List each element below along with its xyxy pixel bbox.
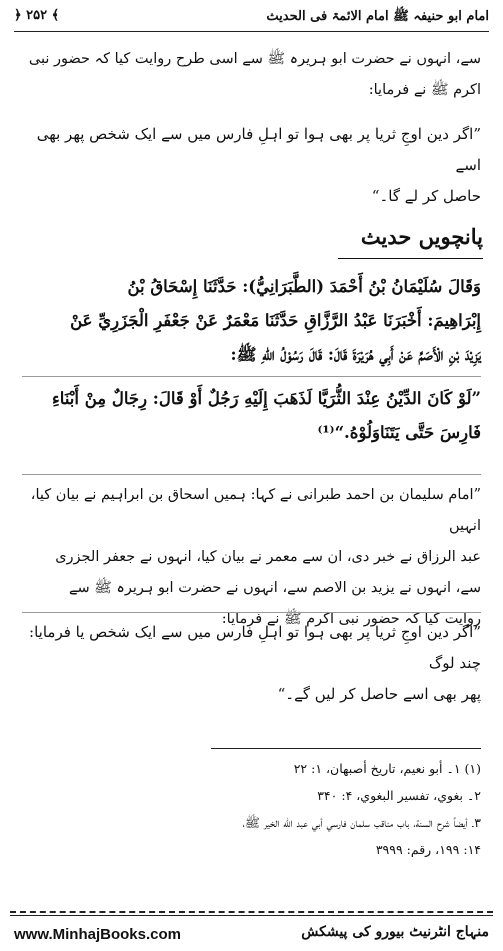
- footnote: ۳۔ أيضاً شرح السنة، باب مناقب سلمان فارسي أبي عبد الله الخير ﷺ،: [242, 815, 481, 830]
- quote-line: ”اگر دین اوجِ ثریا پر بھی ہوا تو اہلِ فارس میں سے ایک شخص یا فرمایا: چند لوگ: [29, 623, 481, 672]
- quote-line: ”اگر دین اوجِ ثریا پر بھی ہوا تو اہلِ فارس میں سے ایک شخص پھر بھی اسے: [36, 125, 481, 174]
- footer-rule: [10, 911, 493, 913]
- section-title: پانچویں حدیث: [360, 224, 483, 249]
- footnote-rule: [211, 748, 481, 749]
- separator: [22, 474, 481, 475]
- running-title: امام ابو حنیفہ ﷺ امام الائمۃ فی الحدیث: [266, 9, 489, 24]
- arabic-hadith-text: [22, 382, 481, 450]
- footnotes: [22, 755, 481, 863]
- arabic-line: فَارِسَ حَتَّى يَتَنَاوَلُوْهُ.“⁽¹⁾: [317, 423, 481, 442]
- translation-line: روایت کیا کہ حضور نبی اکرم ﷺ نے فرمایا:: [221, 611, 481, 627]
- separator: [22, 376, 481, 377]
- arabic-line: ”لَوْ كَانَ الدِّيْنُ عِنْدَ الثُّرَيَّا لَذَهَبَ إِلَيْهِ رَجُلٌ أَوْ قَالَ: رِجَالٌ مِنْ أَبْنَاءِ: [52, 389, 481, 408]
- page-footer: [14, 922, 489, 946]
- arabic-line: يَزِيْدَ بْنِ الْأَصَمِّ عَنْ أَبِي هُرَيْرَةَ قَالَ: قَالَ رَسُوْلُ اللهِ ﷺ:: [230, 345, 481, 364]
- arabic-hadith: [22, 270, 481, 372]
- footnote: ۲۔ بغوي، تفسير البغوي، ۴: ۳۴۰: [317, 788, 481, 803]
- separator: [22, 612, 481, 613]
- footnote: ۱۴: ۱۹۹، رقم: ۳۹۹۹: [375, 842, 481, 857]
- footnote: (۱) ۱۔ أبو نعيم، تاريخ أصبهان، ۱: ۲۲: [293, 761, 481, 776]
- page-number: ﴿ ۲۵۲ ﴾: [14, 8, 60, 23]
- section-underline: [338, 258, 483, 259]
- intro-line: سے، انہوں نے حضرت ابو ہریرہ ﷺ سے اسی طرح روایت کیا کہ حضور نبی: [28, 51, 481, 67]
- translation-line: عبد الرزاق نے خبر دی، ان سے معمر نے بیان کیا، انہوں نے جعفر الجزری: [55, 549, 481, 565]
- footer-rule: [10, 915, 493, 916]
- intro-paragraph: [22, 44, 481, 106]
- quote-line: پھر بھی اسے حاصل کر لیں گے۔“: [277, 685, 481, 703]
- hadith-quote-1: [22, 119, 481, 212]
- publisher-label: منہاج انٹرنیٹ بیورو کی پیشکش: [301, 924, 489, 940]
- website-link[interactable]: www.MinhajBooks.com: [14, 926, 181, 943]
- intro-line: اکرم ﷺ نے فرمایا:: [368, 82, 481, 98]
- translation-line: ”امام سلیمان بن احمد طبرانی نے کہا: ہمیں اسحاق بن ابراہیم نے بیان کیا، انہیں: [30, 487, 481, 534]
- translation-line: سے، انہوں نے یزید بن الاصم سے، انہوں نے حضرت ابو ہریرہ ﷺ سے: [69, 580, 481, 596]
- hadith-quote-2: [22, 617, 481, 710]
- arabic-line: وَقَالَ سُلَيْمَانُ بْنُ أَحْمَدَ (الطَّبَرَانِيُّ): حَدَّثَنَا إِسْحَاقُ بْنُ: [127, 277, 481, 296]
- quote-line: حاصل کر لے گا۔“: [371, 187, 481, 205]
- page-header: [14, 6, 489, 30]
- header-rule: [14, 31, 489, 32]
- arabic-line: إِبْرَاهِيمَ: أَخْبَرَنَا عَبْدُ الرَّزَّاقِ حَدَّثَنَا مَعْمَرٌ عَنْ جَعْفَرِ الْجَزَرِيِّ عَنْ: [70, 311, 481, 330]
